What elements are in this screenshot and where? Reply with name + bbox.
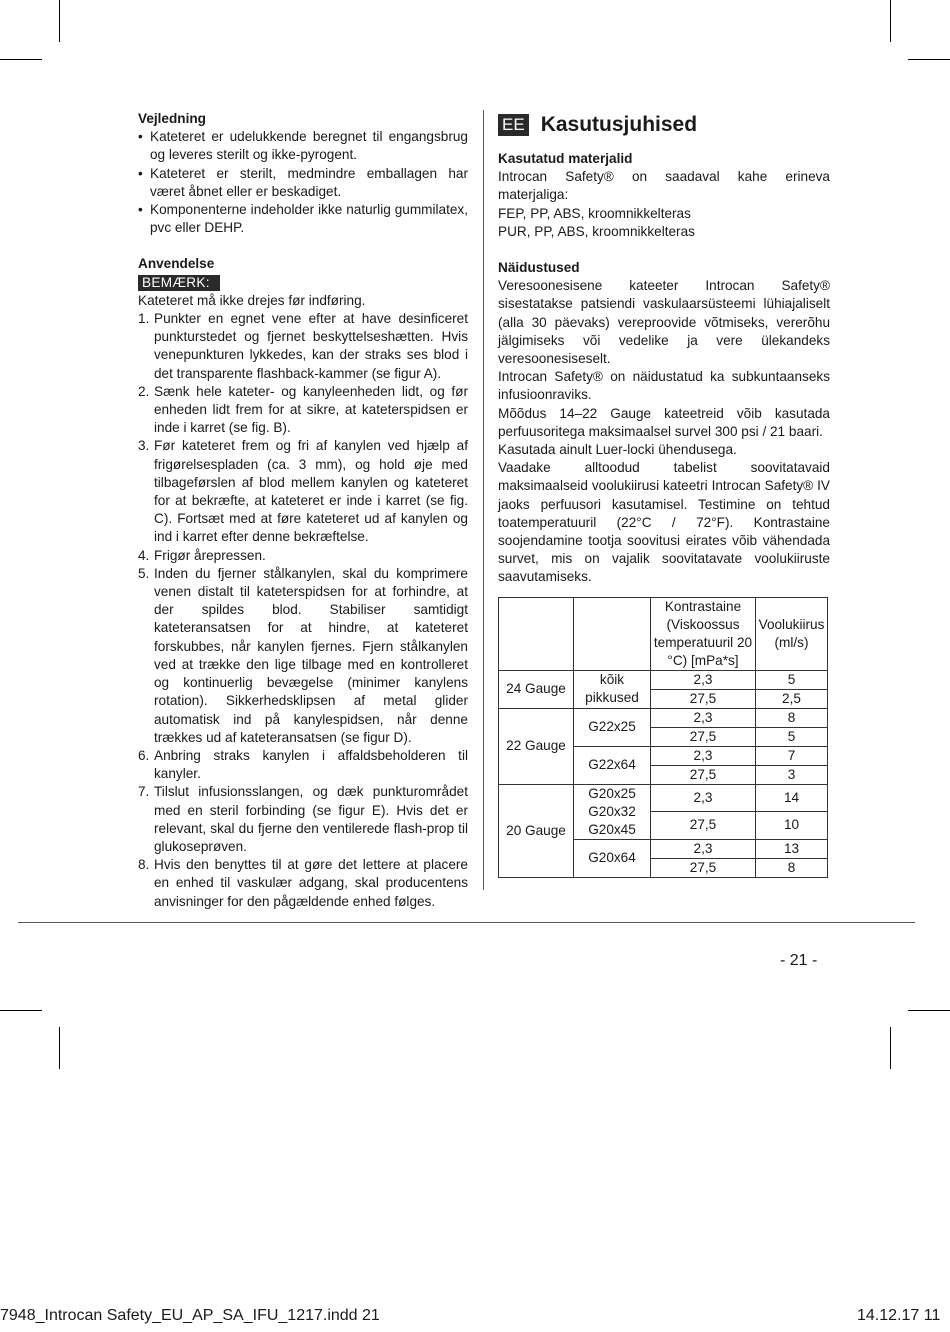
list-item: • Kateteret er sterilt, medmindre emballagen har været åbnet eller er beskadiget.	[138, 165, 468, 201]
size-cell: G20x64	[574, 839, 651, 877]
flow-cell: 7	[756, 746, 828, 765]
viscosity-cell: 27,5	[651, 727, 756, 746]
table-header-row	[499, 597, 828, 670]
step-number: 1.	[138, 311, 150, 327]
section-heading-indications: Näidustused	[498, 260, 580, 276]
right-column	[498, 110, 830, 878]
header-cell: Kontrastaine (Viskoossus temperatuuril 20 °C) [mPa*s]	[651, 597, 756, 670]
crop-mark	[0, 59, 42, 60]
gauge-cell: 20 Gauge	[499, 784, 574, 877]
materials-line: FEP, PP, ABS, kroomnikkelteras	[498, 205, 691, 221]
crop-mark	[908, 1010, 950, 1011]
viscosity-cell: 2,3	[651, 670, 756, 689]
step-number: 4.	[138, 547, 150, 563]
step-text: Tilslut infusionsslangen, og dæk punkturområdet med en steril forbinding (se figur E). Hvis det er relevant, skal du fjerne den ventilerede flash-prop til glukoseprøven.	[154, 784, 468, 854]
list-item: • Komponenterne indeholder ikke naturlig gummilatex, pvc eller DEHP.	[138, 201, 468, 237]
note-text: Kateteret må ikke drejes før indføring.	[138, 292, 366, 308]
flow-cell: 8	[756, 708, 828, 727]
viscosity-cell: 27,5	[651, 765, 756, 784]
crop-mark	[0, 1010, 42, 1011]
step-number: 2.	[138, 383, 150, 399]
print-slug-file: 7948_Introcan Safety_EU_AP_SA_IFU_1217.indd 21	[0, 1307, 380, 1324]
step-text: Frigør årepressen.	[154, 547, 266, 563]
step-number: 8.	[138, 857, 150, 873]
step-number: 5.	[138, 565, 150, 581]
materials-line: PUR, PP, ABS, kroomnikkelteras	[498, 223, 695, 239]
size-cell: G22x64	[574, 746, 651, 784]
step-text: Punkter en egnet vene efter at have desinficeret punkturstedet og fjernet beskyttelseshætten. Hvis venepunkturen lykkedes, kan der straks ses blod i det transparente flashback-kammer (se figur A).	[154, 311, 468, 381]
flow-cell: 5	[756, 727, 828, 746]
language-header	[498, 110, 830, 140]
list-item: • Kateteret er udelukkende beregnet til engangsbrug og leveres sterilt og ikke-pyrogent.	[138, 128, 468, 164]
list-item	[138, 565, 468, 747]
indication-paragraph: Vaadake alltoodud tabelist soovitatavaid maksimaalseid voolukiirusi kateetri Introcan Safety® IV jaoks perfuusori kasutamisel. Testimine on tehtud toatemperatuuril (22°C / 72°F). Kontrastaine soojendamine tootja soovitusi eirates võib vähendada survet, mis on vajalik soovitatavate voolukiiruste saavutamiseks.	[498, 460, 830, 585]
flow-cell: 5	[756, 670, 828, 689]
viscosity-cell: 27,5	[651, 858, 756, 877]
step-number: 3.	[138, 438, 150, 454]
flow-cell: 3	[756, 765, 828, 784]
table-row	[499, 784, 828, 812]
viscosity-cell: 2,3	[651, 839, 756, 858]
step-text: Anbring straks kanylen i affaldsbeholderen til kanyler.	[154, 747, 468, 782]
flow-cell: 8	[756, 858, 828, 877]
table-row	[499, 670, 828, 689]
bullet-list	[138, 128, 468, 237]
size-cell: G20x25 G20x32 G20x45	[574, 784, 651, 839]
flow-cell: 13	[756, 839, 828, 858]
indication-paragraph: Mõõdus 14–22 Gauge kateetreid võib kasutada perfuusoritega maksimaalsel survel 300 psi / 21 baari.	[498, 405, 830, 439]
header-cell	[574, 597, 651, 670]
list-item	[138, 547, 468, 565]
left-column	[138, 110, 468, 911]
crop-mark	[59, 1027, 60, 1069]
print-slug-date: 14.12.17 11	[857, 1307, 941, 1324]
column-divider	[483, 110, 484, 890]
list-item	[138, 310, 468, 383]
crop-mark	[890, 1027, 891, 1069]
table-row	[499, 708, 828, 727]
flow-cell: 2,5	[756, 689, 828, 708]
size-cell: kõik pikkused	[574, 670, 651, 708]
step-text: Hvis den benyttes til at gøre det lettere at placere en enhed til vaskulær adgang, skal producentens anvisninger for den pågældende enhed følges.	[154, 857, 468, 909]
step-text: Sænk hele kateter- og kanyleenheden lidt, og før enheden lidt frem for at sikre, at kateterspidsen er inde i karret (se fig. B).	[154, 383, 468, 436]
flow-cell: 10	[756, 812, 828, 840]
viscosity-cell: 27,5	[651, 689, 756, 708]
page-rule	[18, 922, 915, 923]
section-heading-vejledning: Vejledning	[138, 111, 206, 126]
header-cell: Voolukiirus (ml/s)	[756, 597, 828, 670]
crop-mark	[890, 0, 891, 42]
step-number: 6.	[138, 747, 150, 763]
viscosity-cell: 2,3	[651, 784, 756, 812]
indication-paragraph: Introcan Safety® on näidustatud ka subkuntaanseks infusioonraviks.	[498, 369, 830, 403]
list-item	[138, 437, 468, 546]
step-text: Inden du fjerner stålkanylen, skal du komprimere venen distalt til kateterspidsen for at forhindre, at der spildes blod. Stabiliser samtidigt kateteransatsen for at hindre, at kateteret forskubbes, når kanylen fjernes. Fjern stålkanylen ved at trække den lige tilbage med en kontrolleret og kontinuerlig bevægelse (minimer kanylens rotation). Sikkerhedsklipsen af metal glider automatisk ind på kanylespidsen, når denne trækkes ud af kateteransatsen (se figur D).	[154, 565, 468, 745]
section-heading-anvendelse: Anvendelse	[138, 256, 215, 272]
note-badge: BEMÆRK:	[138, 275, 220, 291]
materials-line: Introcan Safety® on saadaval kahe erineva materjaliga:	[498, 169, 830, 203]
step-text: Før kateteret frem og fri af kanylen ved hjælp af frigørelsespladen (ca. 3 mm), og hold øje med tilbageførslen af blod mellem kanylen og kateteret for at bekræfte, at kateteret er inde i karret (se fig. C). Fortsæt med at føre kateteret ud af kanylen og ind i karret efter denne bekræftelse.	[154, 438, 468, 545]
list-item	[138, 856, 468, 911]
flow-cell: 14	[756, 784, 828, 812]
size-cell: G22x25	[574, 708, 651, 746]
crop-mark	[908, 59, 950, 60]
viscosity-cell: 27,5	[651, 812, 756, 840]
indication-paragraph: Kasutada ainult Luer-locki ühendusega.	[498, 442, 737, 458]
indication-paragraph: Veresoonesisene kateeter Introcan Safety® sisestatakse patsiendi vaskulaarsüsteemi lühiajaliselt (alla 30 päevaks) vereproovide võtmiseks, vererõhu jälgimiseks või vedelike ja vere ülekandeks veresoonesiseselt.	[498, 278, 830, 367]
list-item	[138, 783, 468, 856]
gauge-cell: 24 Gauge	[499, 670, 574, 708]
header-cell	[499, 597, 574, 670]
viscosity-cell: 2,3	[651, 746, 756, 765]
page-title: Kasutusjuhised	[540, 112, 698, 136]
language-badge: EE	[498, 114, 529, 136]
section-heading-materials: Kasutatud materjalid	[498, 151, 633, 166]
list-item	[138, 747, 468, 783]
steps-list	[138, 310, 468, 911]
list-item	[138, 383, 468, 438]
crop-mark	[59, 0, 60, 42]
step-number: 7.	[138, 784, 150, 800]
gauge-cell: 22 Gauge	[499, 708, 574, 784]
flow-rate-table	[498, 597, 828, 878]
page-number: - 21 -	[780, 952, 818, 969]
viscosity-cell: 2,3	[651, 708, 756, 727]
